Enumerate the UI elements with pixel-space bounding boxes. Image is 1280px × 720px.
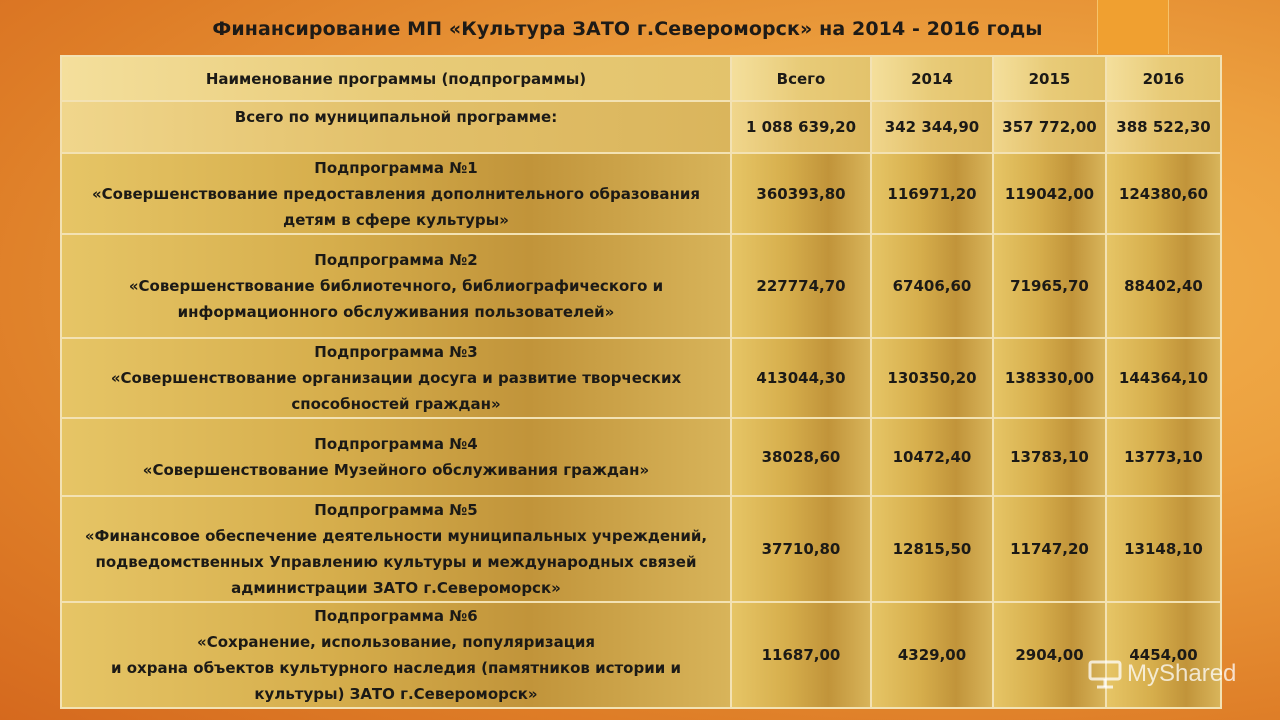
- value-cell: 10472,40: [871, 418, 993, 496]
- name-line: «Совершенствование Музейного обслуживания граждан»: [142, 461, 650, 479]
- total-value-2015: 357 772,00: [993, 101, 1106, 153]
- value-cell: 38028,60: [731, 418, 871, 496]
- subprogram-3-name: [61, 338, 731, 418]
- value-cell: 4454,00: [1106, 602, 1221, 708]
- value-cell: 11687,00: [731, 602, 871, 708]
- myshared-watermark[interactable]: [1088, 657, 1236, 691]
- name-line: подведомственных Управлению культуры и международных связей: [95, 553, 697, 571]
- value-cell: 138330,00: [993, 338, 1106, 418]
- slide-title: Финансирование МП «Культура ЗАТО г.Североморск» на 2014 - 2016 годы: [212, 18, 1043, 40]
- value-cell: 130350,20: [871, 338, 993, 418]
- name-line: Подпрограмма №3: [314, 343, 478, 361]
- subprogram-5-name: [61, 496, 731, 602]
- name-line: Подпрограмма №4: [314, 435, 478, 453]
- name-line: информационного обслуживания пользователей»: [177, 303, 615, 321]
- value-cell: 11747,20: [993, 496, 1106, 602]
- name-line: «Совершенствование организации досуга и развитие творческих: [110, 369, 682, 387]
- value-cell: 116971,20: [871, 153, 993, 234]
- table-header-row: [61, 56, 1221, 101]
- value-cell: 37710,80: [731, 496, 871, 602]
- name-line: и охрана объектов культурного наследия (памятников истории и: [111, 659, 681, 677]
- name-line: «Сохранение, использование, популяризация: [197, 633, 595, 651]
- subprogram-2-name: [61, 234, 731, 338]
- table-row: [61, 496, 1221, 602]
- subprogram-6-name: [61, 602, 731, 708]
- total-value-2016: 388 522,30: [1106, 101, 1221, 153]
- value-cell: 88402,40: [1106, 234, 1221, 338]
- value-cell: 413044,30: [731, 338, 871, 418]
- value-cell: 13148,10: [1106, 496, 1221, 602]
- value-cell: 2904,00: [993, 602, 1106, 708]
- name-line: «Совершенствование библиотечного, библиографического и: [128, 277, 664, 295]
- value-cell: 71965,70: [993, 234, 1106, 338]
- total-value-2014: 342 344,90: [871, 101, 993, 153]
- total-row-label: Всего по муниципальной программе:: [61, 101, 731, 153]
- total-row: [61, 101, 1221, 153]
- value-cell: 124380,60: [1106, 153, 1221, 234]
- value-cell: 119042,00: [993, 153, 1106, 234]
- table-row: [61, 338, 1221, 418]
- subprogram-1-name: [61, 153, 731, 234]
- table-row: [61, 602, 1221, 708]
- name-line: Подпрограмма №5: [314, 501, 478, 519]
- header-2015: 2015: [993, 56, 1106, 101]
- value-cell: 144364,10: [1106, 338, 1221, 418]
- name-line: культуры) ЗАТО г.Североморск»: [254, 685, 538, 703]
- name-line: «Финансовое обеспечение деятельности муниципальных учреждений,: [84, 527, 708, 545]
- value-cell: 12815,50: [871, 496, 993, 602]
- name-line: администрации ЗАТО г.Североморск»: [231, 579, 561, 597]
- name-line: Подпрограмма №6: [314, 607, 478, 625]
- value-cell: 13773,10: [1106, 418, 1221, 496]
- watermark-text: MyShared: [1127, 660, 1237, 687]
- value-cell: 67406,60: [871, 234, 993, 338]
- header-2016: 2016: [1106, 56, 1221, 101]
- value-cell: 13783,10: [993, 418, 1106, 496]
- table-row: [61, 234, 1221, 338]
- name-line: детям в сфере культуры»: [283, 210, 509, 229]
- subprogram-4-name: [61, 418, 731, 496]
- total-value-all: 1 088 639,20: [731, 101, 871, 153]
- value-cell: 360393,80: [731, 153, 871, 234]
- header-total: Всего: [731, 56, 871, 101]
- value-cell: 227774,70: [731, 234, 871, 338]
- name-line: «Совершенствование предоставления дополнительного образования: [91, 184, 701, 203]
- header-program-name: Наименование программы (подпрограммы): [61, 56, 731, 101]
- header-2014: 2014: [871, 56, 993, 101]
- financing-table: [60, 55, 1222, 709]
- name-line: Подпрограмма №2: [314, 251, 478, 269]
- name-line: способностей граждан»: [291, 395, 501, 413]
- table-row: [61, 153, 1221, 234]
- name-line: Подпрограмма №1: [314, 158, 478, 177]
- value-cell: 4329,00: [871, 602, 993, 708]
- presentation-board-icon: [1088, 659, 1122, 689]
- table-row: [61, 418, 1221, 496]
